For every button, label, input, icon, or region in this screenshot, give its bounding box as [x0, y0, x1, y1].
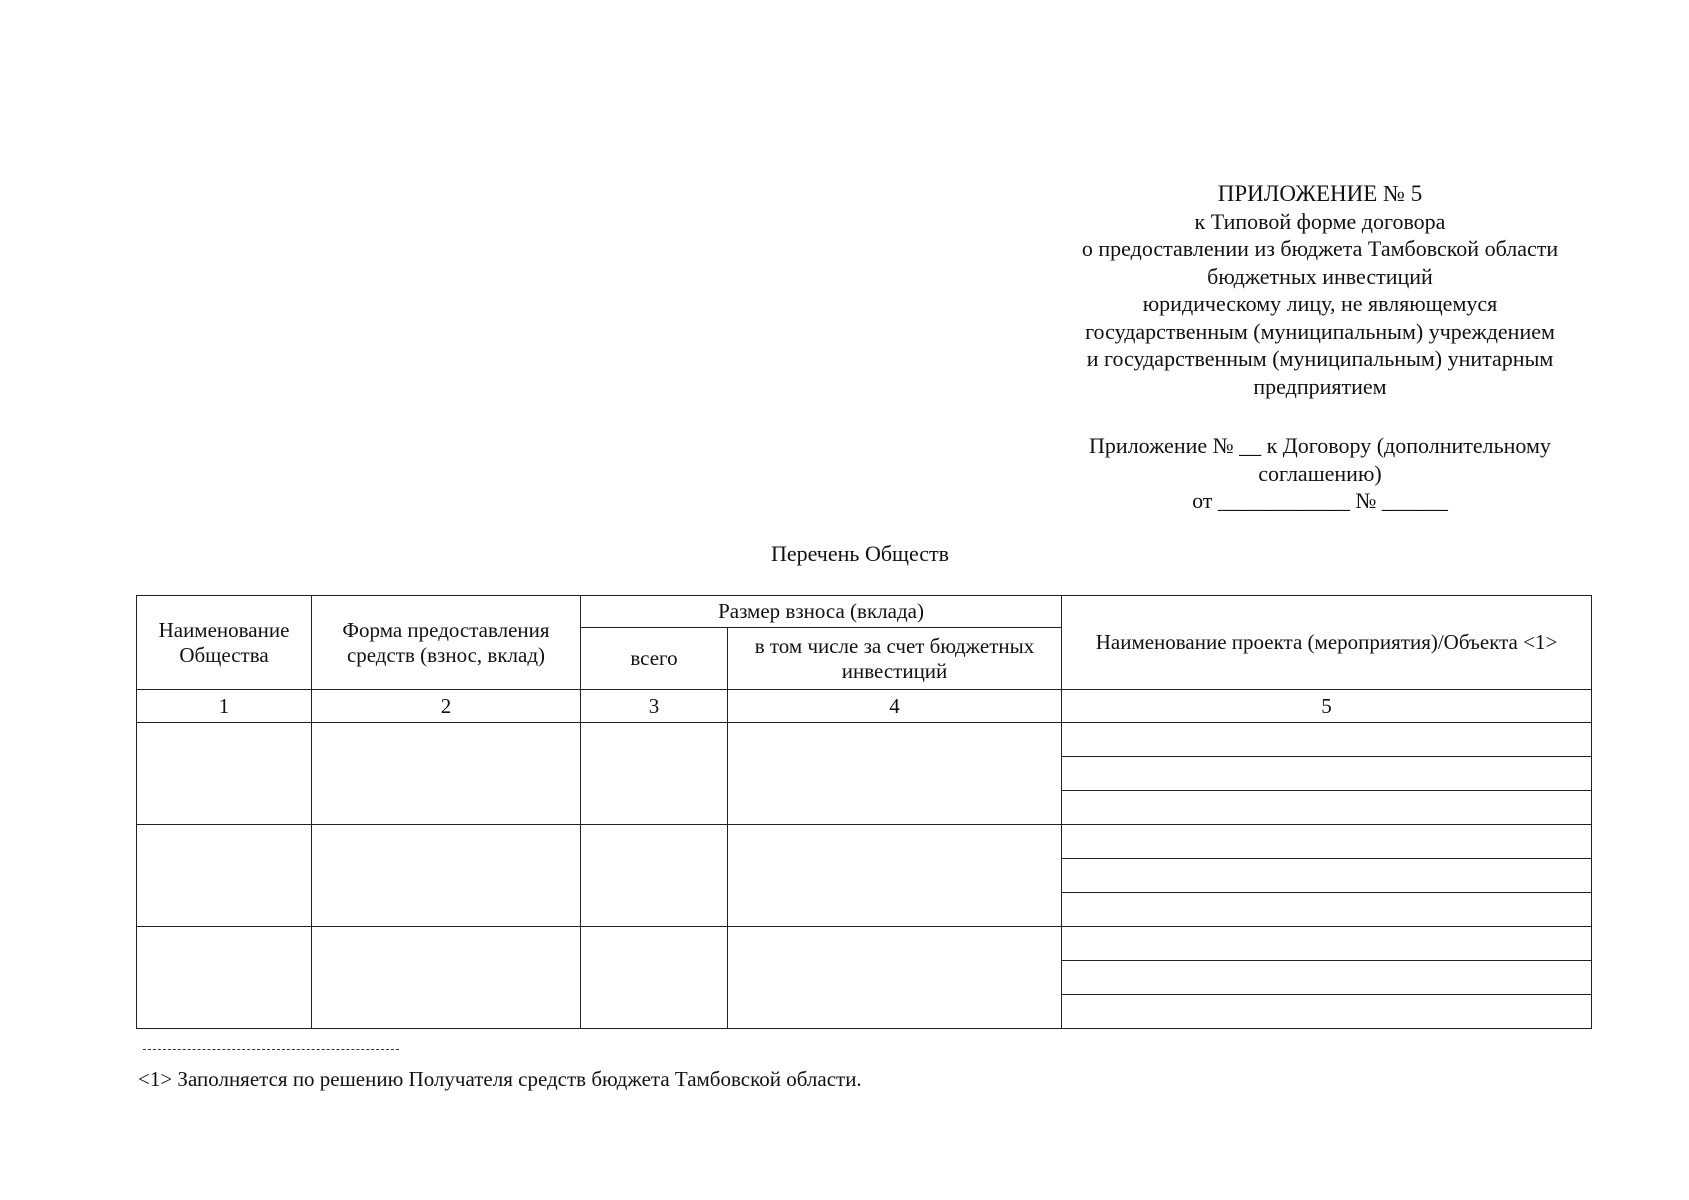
appendix-subtitle-line: к Типовой форме договора	[1194, 208, 1446, 234]
column-number: 1	[137, 690, 312, 723]
companies-table	[136, 595, 1592, 1029]
appendix-subtitle-line: о предоставлении из бюджета Тамбовской области	[1081, 236, 1559, 261]
header-total: всего	[581, 628, 728, 690]
column-number: 2	[312, 690, 581, 723]
table-row	[137, 723, 1592, 757]
project-cell[interactable]	[1062, 927, 1592, 961]
header-company-name: Наименование Общества	[137, 596, 312, 690]
project-cell[interactable]	[1062, 825, 1592, 859]
attachment-date-number-line: от ____________ № ______	[1192, 488, 1448, 513]
total-cell[interactable]	[581, 927, 728, 1029]
footnote-separator	[143, 1049, 399, 1050]
column-number: 4	[728, 690, 1062, 723]
header-project-name: Наименование проекта (мероприятия)/Объекта <1>	[1062, 596, 1592, 690]
header-budget-investments: в том числе за счет бюджетных инвестиций	[728, 628, 1062, 690]
appendix-subtitle-line: бюджетных инвестиций	[1207, 263, 1433, 289]
project-cell[interactable]	[1062, 757, 1592, 791]
appendix-title: ПРИЛОЖЕНИЕ № 5	[1217, 181, 1423, 206]
project-cell[interactable]	[1062, 961, 1592, 995]
contract-attachment-reference	[1000, 432, 1640, 515]
footnote: <1> Заполняется по решению Получателя средств бюджета Тамбовской области.	[138, 1067, 862, 1091]
total-cell[interactable]	[581, 723, 728, 825]
table-row	[137, 927, 1592, 961]
header-contribution-size: Размер взноса (вклада)	[581, 596, 1062, 628]
project-cell[interactable]	[1062, 893, 1592, 927]
funding-form-cell[interactable]	[312, 723, 581, 825]
header-funding-form: Форма предоставления средств (взнос, вклад)	[312, 596, 581, 690]
project-cell[interactable]	[1062, 859, 1592, 893]
company-name-cell[interactable]	[137, 723, 312, 825]
company-name-cell[interactable]	[137, 927, 312, 1029]
project-cell[interactable]	[1062, 723, 1592, 757]
column-number: 5	[1062, 690, 1592, 723]
attachment-line: соглашению)	[1258, 460, 1382, 486]
appendix-subtitle-line: предприятием	[1253, 373, 1387, 399]
project-cell[interactable]	[1062, 995, 1592, 1029]
column-number: 3	[581, 690, 728, 723]
funding-form-cell[interactable]	[312, 927, 581, 1029]
funding-form-cell[interactable]	[312, 825, 581, 927]
appendix-subtitle-line: юридическому лицу, не являющемуся	[1142, 291, 1498, 316]
appendix-subtitle-line: государственным (муниципальным) учреждением	[1085, 318, 1555, 344]
company-name-cell[interactable]	[137, 825, 312, 927]
attachment-line: Приложение № __ к Договору (дополнительному	[1089, 433, 1551, 458]
list-title: Перечень Обществ	[770, 541, 950, 566]
budget-investments-cell[interactable]	[728, 927, 1062, 1029]
appendix-header	[1000, 180, 1640, 400]
budget-investments-cell[interactable]	[728, 825, 1062, 927]
table-row	[137, 825, 1592, 859]
project-cell[interactable]	[1062, 791, 1592, 825]
table-header-row	[137, 596, 1592, 628]
budget-investments-cell[interactable]	[728, 723, 1062, 825]
appendix-subtitle-line: и государственным (муниципальным) унитарным	[1086, 346, 1554, 371]
total-cell[interactable]	[581, 825, 728, 927]
column-numbers-row	[137, 690, 1592, 723]
